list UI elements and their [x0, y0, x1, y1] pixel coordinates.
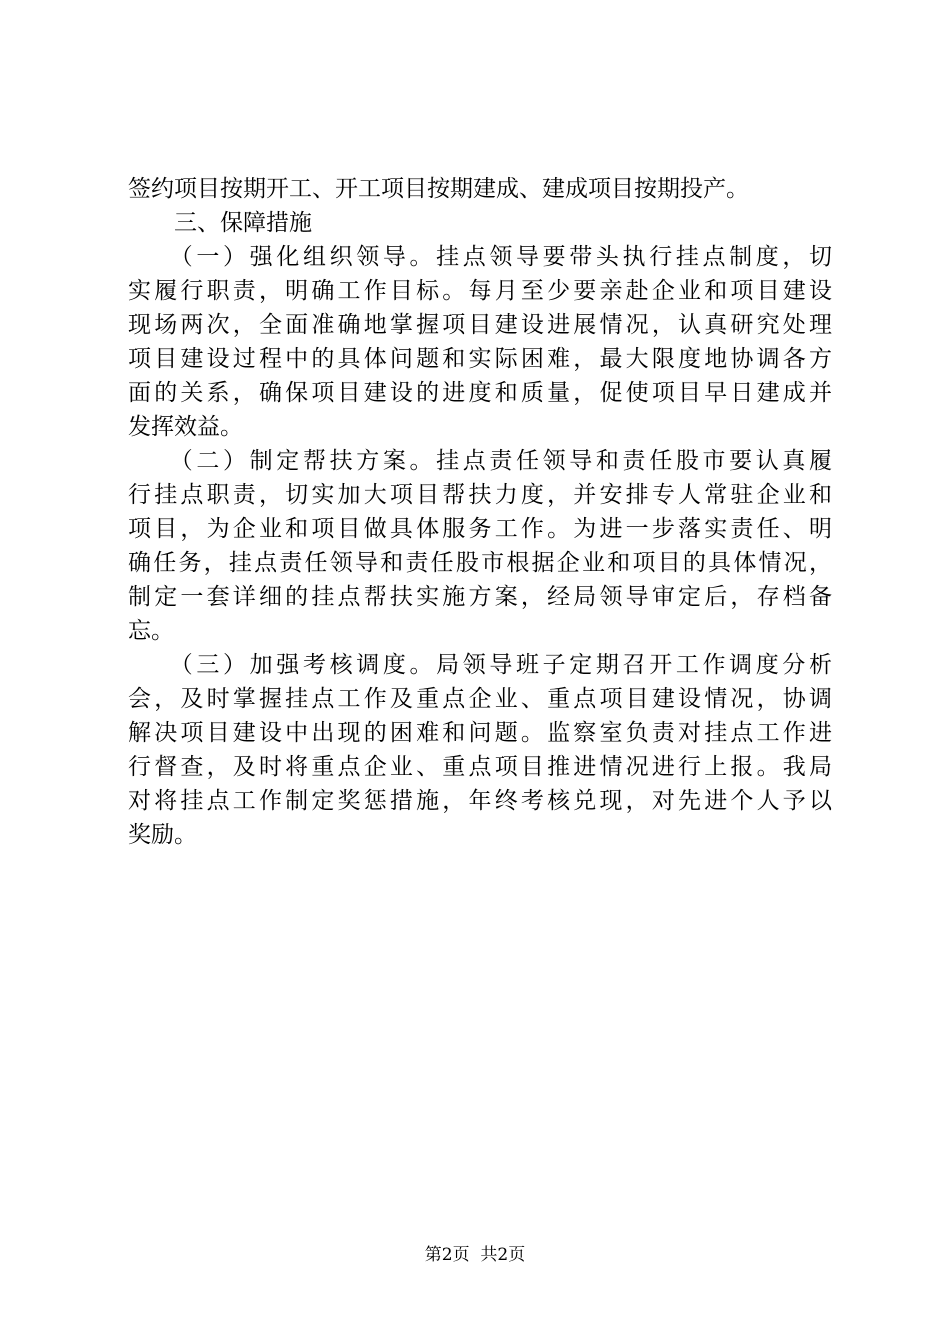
paragraph-line: 奖励。 [128, 822, 197, 848]
paragraph-line: 解决项目建设中出现的困难和问题。监察室负责对挂点工作进 [128, 720, 832, 746]
paragraph-line: 行督查，及时将重点企业、重点项目推进情况进行上报。我局 [128, 754, 832, 780]
paragraph-line: （三）加强考核调度。局领导班子定期召开工作调度分析 [128, 652, 832, 678]
paragraph-line: 会，及时掌握挂点工作及重点企业、重点项目建设情况，协调 [128, 686, 832, 712]
paragraph-line: 忘。 [128, 618, 174, 644]
paragraph-line: 项目建设过程中的具体问题和实际困难，最大限度地协调各方 [128, 346, 832, 372]
page-number-label: 第2页 共2页 [424, 1245, 526, 1265]
paragraph-line: 行挂点职责，切实加大项目帮扶力度，并安排专人常驻企业和 [128, 482, 832, 508]
paragraph-line: （一）强化组织领导。挂点领导要带头执行挂点制度，切 [128, 244, 832, 270]
paragraph-line: 项目，为企业和项目做具体服务工作。为进一步落实责任、明 [128, 516, 832, 542]
page-footer [0, 1244, 950, 1266]
paragraph-line: 发挥效益。 [128, 414, 243, 440]
paragraph-line: 面的关系，确保项目建设的进度和质量，促使项目早日建成并 [128, 380, 832, 406]
section-heading: 三、保障措施 [128, 210, 312, 236]
paragraph-line: （二）制定帮扶方案。挂点责任领导和责任股市要认真履 [128, 448, 832, 474]
paragraph-line: 确任务，挂点责任领导和责任股市根据企业和项目的具体情况， [128, 550, 832, 576]
paragraph-line: 现场两次，全面准确地掌握项目建设进展情况，认真研究处理 [128, 312, 832, 338]
paragraph-line: 实履行职责，明确工作目标。每月至少要亲赴企业和项目建设 [128, 278, 832, 304]
paragraph-line: 对将挂点工作制定奖惩措施，年终考核兑现，对先进个人予以 [128, 788, 832, 814]
paragraph-line: 制定一套详细的挂点帮扶实施方案，经局领导审定后，存档备 [128, 584, 832, 610]
document-body [128, 172, 832, 852]
paragraph-line: 签约项目按期开工、开工项目按期建成、建成项目按期投产。 [128, 176, 749, 202]
